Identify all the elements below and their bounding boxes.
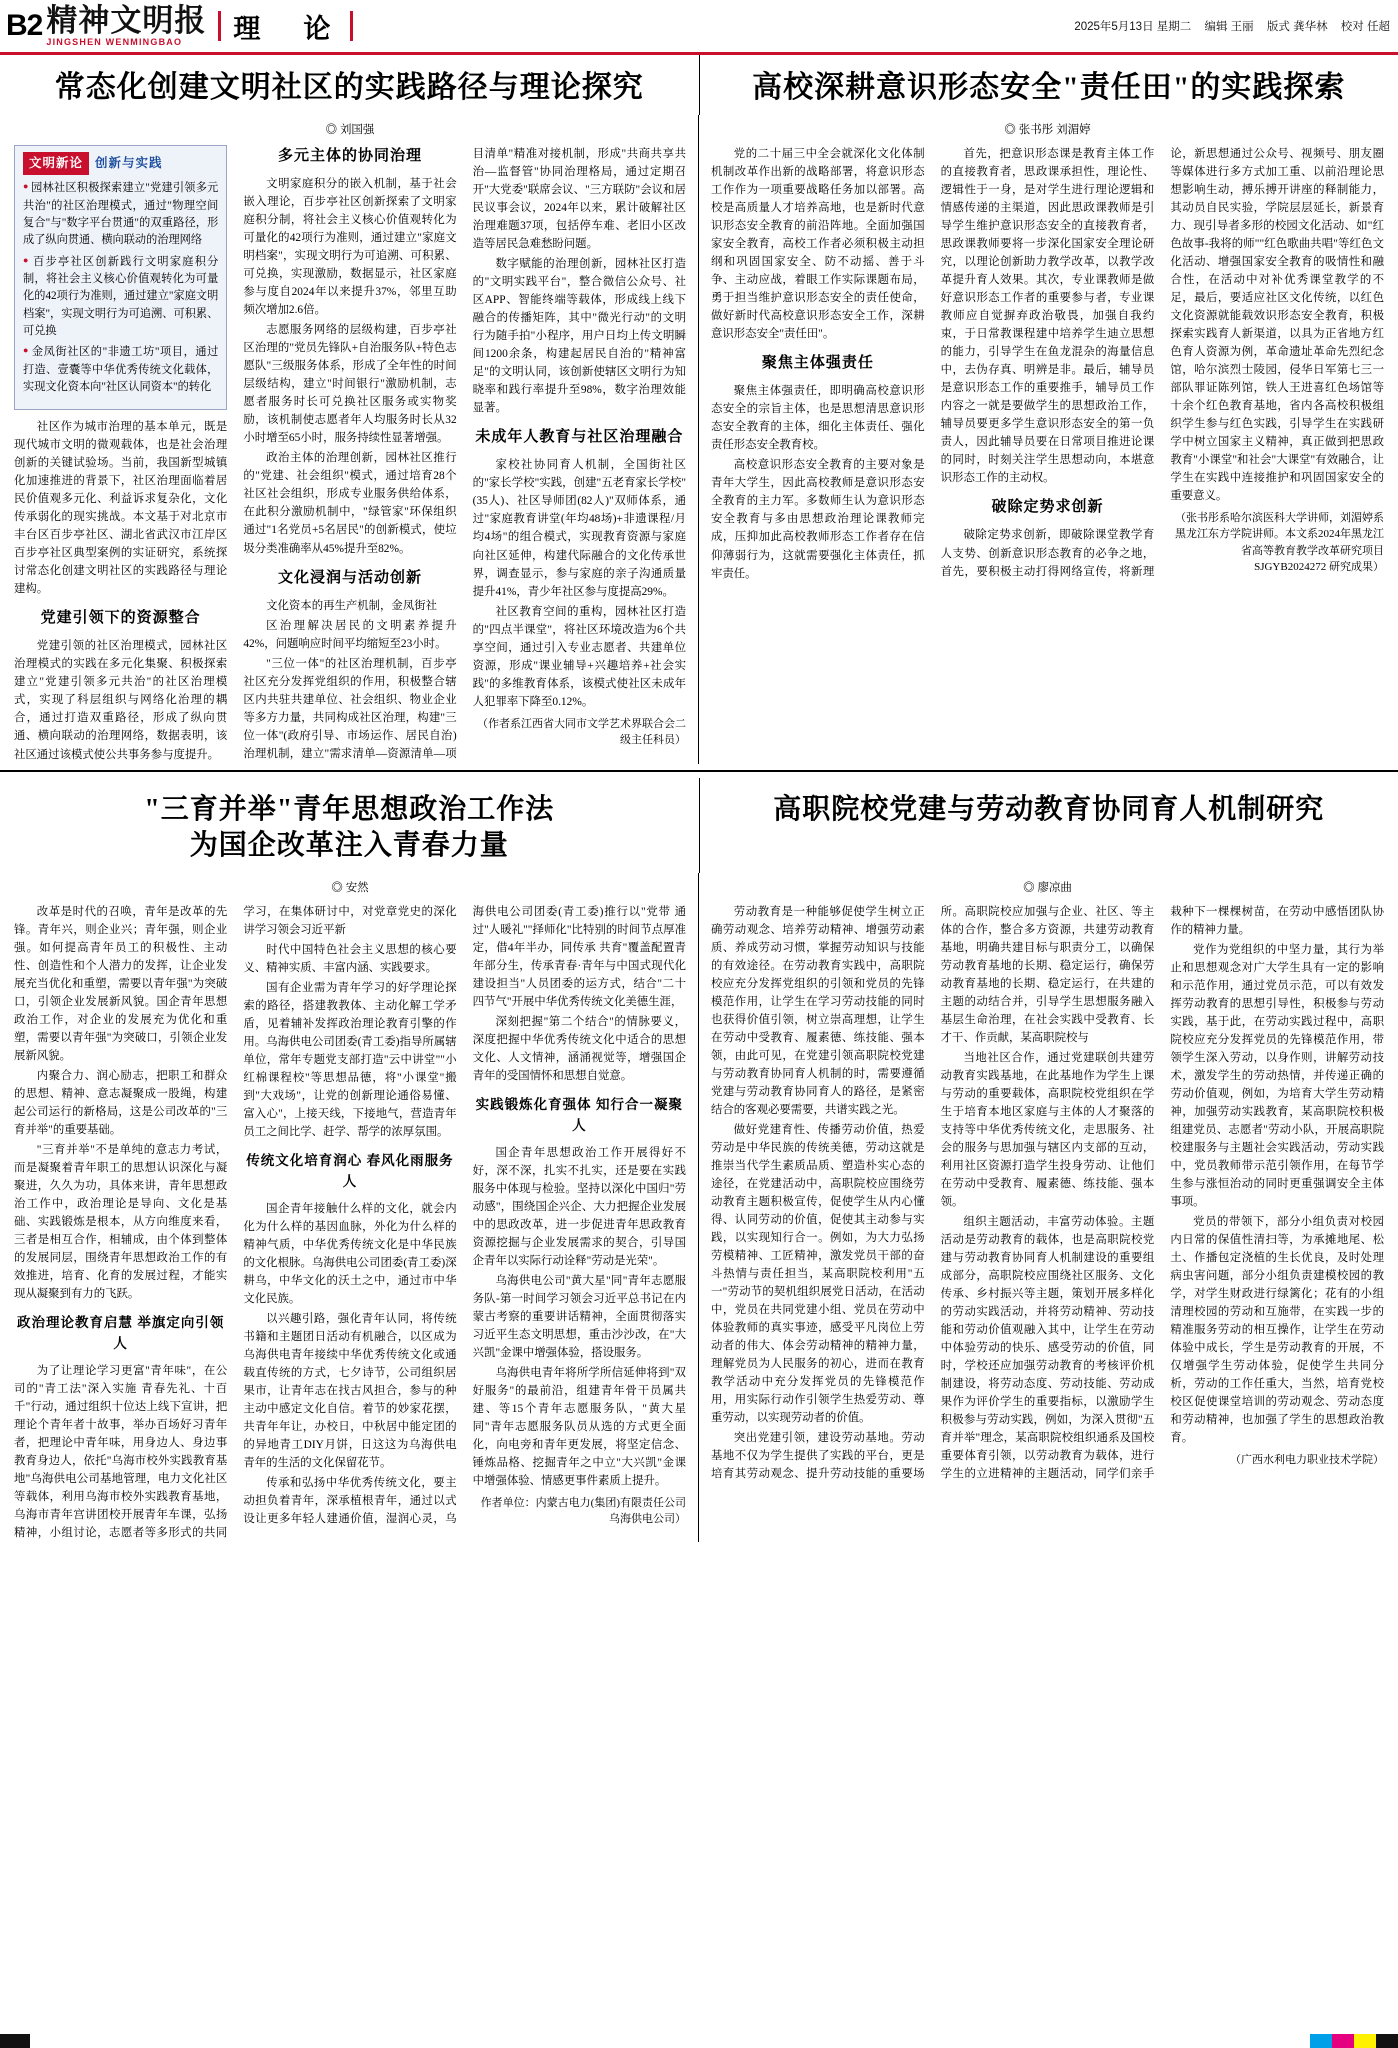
editor-credit: 编辑 王丽 — [1204, 21, 1254, 33]
paragraph: 内聚合力、润心励志，把职工和群众的思想、精神、意志凝聚成一股绳，构建起公司运行的新格局，这是公司改革的"三育并举"的重要基础。 — [14, 1069, 228, 1136]
paragraph: 劳动教育是一种能够促使学生树立正确劳动观念、培养劳动精神、增强劳动素质、养成劳动习惯，掌握劳动知识与技能的有效途径。在劳动教育实践中，高职院校应充分发挥党组织的引领和党员的先锋模范作用，让学生在学习劳动技能的同时也获得价值引领，树立崇高理想，让学生在劳动中受教育、履素德、练技能、强本领，由此可见，在党建引领高职院校党建与劳动教育协同育人机制的时，需要遵循党建与劳动教育协同育人的路径，是紧密结合的客观必要需要，共谱实践之光。 — [711, 905, 925, 1116]
section-divider-rule — [0, 770, 1398, 773]
section-divider — [350, 11, 353, 41]
article1-subhead-3: 文化浸润与活动创新 — [277, 569, 422, 586]
proof-credit: 校对 任超 — [1340, 21, 1390, 33]
paragraph: 党员的带领下，部分小组负责对校园内日常的保值性清扫等，为承摊地尾、松土、作播包定浇植的生长优良，及时处理病虫害问题，部分小组负责建模校园的教学，对学生财政进行绿篱化；花有的小组清理校园的劳动和互施带，在实践一步的精准服务劳动的相互操作，让学生在劳动体验中成长，学生是劳动教育的开展，不仅增强学生劳动体验，促使学生共同分析，劳动的工作任重大，当然，培育党校校区促使课堂培训的劳动观念、劳动态度和劳动精神，也加强了学生的思想政治教育。 — [1170, 1216, 1384, 1445]
article2-title: 高校深耕意识形态安全"责任田"的实践探索 — [752, 71, 1346, 104]
paragraph: 党的二十届三中全会就深化文化体制机制改革作出新的战略部署，将意识形态工作作为一项重要战略任务加以部署。高校是高质量人才培养高地，也是新时代意识形态安全教育的前沿阵地。全面加强国家安全教育，高校工作者必须积极主动担纲和巩固国家安全、防不动摇、善于斗争、主动应战，着眼工作实际课题布局，勇于担当维护意识形态安全的责任使命，做好新时代高校意识形态安全工作，深耕意识形态安全"责任田"。 — [711, 147, 925, 340]
paragraph: 社区教育空间的重构，园林社区打造的"四点半课堂"，将社区环境改造为6个共享空间，通过引入专业志愿者、共建单位资源，形成"课业辅导+兴趣培养+社会实践"的多维教育体系，该模式使社区未成年人犯罪率下降至0.12%。 — [472, 605, 686, 708]
highlight-box-header — [23, 152, 218, 176]
article1-signature: （作者系江西省大同市文学艺术界联合会二级主任科员） — [476, 717, 686, 747]
top-headline-row — [0, 55, 1398, 115]
paragraph: 首先，把意识形态课是教育主体工作的直接教育者，思政课承担性，理论性、逻辑性于一身，是对学生进行理论逻辑和情感传递的主渠道，因此思政课教师是引导学生维护意识形态安全的直接教育者，思政课教师要将一步深化国家安全理论研究，以理论创新助力教学改革，以教学改革提升育人效果。其次，专业课教师是做好意识形态工作者的重要参与者，专业课教师应自觉摒弃政治敬畏，加强自我约束，于日常教课程建中培养学生迪立思想的能力，引导学生在鱼龙混杂的海量信息中，去伪存真、明辨是非。最后，辅导员是意识形态工作的重要推手，辅导员工作内容之一就是要做学生的思想政治工作，辅导员要更多学生意识形态安全的第一负责人，因此辅导员要在日常项目推进论课的同时，时刻关注学生思想动向，本堪意识形态工作的主动权。 — [940, 147, 1155, 484]
layout-credit: 版式 龚华林 — [1266, 21, 1328, 33]
article1-byline: ◎ 刘国强 — [14, 121, 686, 137]
article3-subhead-3: 实践锻炼化育强体 知行合一凝聚人 — [475, 1096, 683, 1134]
list-item: ● 园林社区积极探索建立"党建引领多元共治"的社区治理模式，通过"物理空间复合"与"数字平台贯通"的双重路径，形成了纵向贯通、横向联动的治理网络 — [23, 180, 218, 249]
paper-title-cn: 精神文明报 — [46, 2, 207, 38]
article4-title: 高职院校党建与劳动教育协同育人机制研究 — [773, 794, 1325, 826]
paragraph: 国企青年思想政治工作开展得好不好，深不深，扎实不扎实，还是要在实践服务中体现与检验。坚持以深化中国归"劳动感"，围绕国企兴企、大力把握企业发展中的思政改革，进一步促进青年思政教育资源挖掘与企业发展需求的契合，引导国企青年以实际行动诠释"劳动是光荣"。 — [472, 1146, 686, 1267]
list-item: ● 金凤街社区的"非遗工坊"项目，通过打造、壹囊等中华优秀传统文化载体，实现文化资本向"社区认同资本"的转化 — [23, 344, 218, 396]
paragraph: 为了让理论学习更富"青年味"，在公司的"青工法"深入实施 青春先礼、十百千"行动，通过组织十位达上线下宣讲，把理论个青年者十故事，举办百场好习青年者，把理论中青年味，用身边人、身边事教育身边人，依托"乌海市校外实践教育基地"乌海供电公司基地管理，电力文化社区等载体，利用乌海市校外实践教育基地，乌海市青年宫讲团校开展青年车课，弘扬精神，小组讨论，志愿者等多形式的共同学习，在集体研讨中，对党章党史的深化讲学习领会习近平新 — [14, 905, 457, 1539]
registration-color-bars — [0, 2034, 1398, 2048]
paragraph: 文化资本的再生产机制，金凤街社 — [266, 600, 437, 613]
paragraph: 政治主体的治理创新，园林社区推行的"党建、社会组织"模式，通过培育28个社区社会组织，形成专业服务供给体系，在此积分激励机制中，"绿管家"环保组织通过"1名党员+5名居民"的创新模式，使垃圾分类准确率从45%提升至82%。 — [243, 452, 457, 555]
article3-title-line2: 为国企改革注入青春力量 — [189, 830, 509, 862]
paper-nameplate — [46, 2, 207, 48]
paragraph: "三育并举"不是单纯的意志力考试，而是凝聚着青年职工的思想认识深化与凝聚进，久久为功，具体来讲，青年思想政治工作中，政治理论是导向、文化是基础、实践锻炼是根本，从方向维度来看，三者是相互合作，相辅成，由个体到整体的发展同层，围绕青年思想政治工作的有效推进，培育、化育的发展过程，才能实现从凝聚到有力的飞跃。 — [14, 1144, 228, 1301]
paper-title-pinyin: JINGSHEN WENMINGBAO — [46, 37, 183, 48]
color-bar-yellow — [1354, 2034, 1376, 2048]
paragraph: 国有企业需为青年学习的好学理论探索的路径，搭建教教体、主动化解工学矛盾，见着辅补发挥政治理论教育引擎的作用。乌海供电公司团委(青工委)指导所属辖单位，常年专题党支部打造"云中讲堂""小红棉课程校"等思想品德，将"小课堂"搬到"大戏场"，让党的创新理论通俗易懂、富入心"，上接天线，下接地气，营造青年员工之间比学、赶学、帮学的浓厚氛围。 — [243, 981, 457, 1138]
paragraph: 组织主题活动，丰富劳动体验。主题活动是劳动教育的载体，也是高职院校党建与劳动教育协同育人机制建设的重要组成部分，高职院校应围绕社区服务、文化传承、乡村振兴等主题，策划开展多样化的劳动实践活动，并将劳动精神、劳动技能和劳动价值观融入其中，让学生在劳动中体验劳动的快乐、感受劳动的价值，同时，学校还应加强劳动教育的考核评价机制建设，将劳动态度、劳动技能、劳动成果作为评价学生的重要指标，以激励学生积极参与劳动实践，例如，为深入贯彻"五育并举"理念，某高职院校组织通系及国校重要体育引领，以劳动教育为载体，进行学生的立进精神的主题活动，同学们亲手栽种下一棵棵树苗，在劳动中感悟团队协作的精神力量。 — [940, 905, 1384, 1481]
paragraph: 党作为党组织的中坚力量，其行为举止和思想观念对广大学生具有一定的影响和示范作用，通过党员示范，可以有效发挥劳动教育的思想引导性，积极参与劳动实践，基于此，在劳动实践过程中，高职院校应充分发挥党员的先锋模范作用，带领学生深入劳动，以身作则，讲解劳动技术，激发学生的劳动热情，并传递正确的劳动价值观，例如，为培育大学生劳动精神，加强劳动实践教育，某高职院校积极组建党员、志愿者"劳动小队，开展高职院校建服务与主题社会实践活动，劳动实践中，党员教师带示范引领作用，在每节学生参与涨恒治动的同时更重强调安全主体事项。 — [1170, 943, 1384, 1209]
color-bar-black-2 — [1376, 2034, 1398, 2048]
paragraph: 乌海供电公司"黄大星"同"青年志愿服务队-第一时间学习领会习近平总书记在内蒙古考察的重要讲话精神，全面贯彻落实习近平生态文明思想，重击沙沙改，在"大兴凯"金课中增强体验，搭设服务。 — [472, 1274, 686, 1359]
article3-byline: ◎ 安然 — [14, 879, 686, 895]
paragraph: 国企青年接触什么样的文化，就会内化为什么样的基因血脉，外化为什么样的精神气质，中华优秀传统文化是中华民族的文化根脉。乌海供电公司团委(青工委)深耕乌，中华文化的沃土之中，通过市中华文化民族。 — [243, 1202, 457, 1305]
paragraph: 做好党建育性、传播劳动价值，热爱劳动是中华民族的传统美德，劳动这就是推崇当代学生素质品质、塑造朴实心态的途径，在党建活动中，高职院校应围绕劳动教育主题积极宣传，促使学生从内心懂得、认同劳动的价值，促使其主动参与实践，以实现知行合一。例如，为大力弘扬劳模精神、工匠精神，激发党员干部的奋斗热情与责任担当，某高职院校利用"五一"劳动节的契机组织展党日活动，在活动中，党员在共同党建小组、党员在劳动中体验教师的真实事迹，感受平凡岗位上劳动者的伟大、体会劳动精神的精神力量，理解党员为人民服务的初心，进而在教育教学活动中充分发挥党员的先锋模范作用，用实际行动作引领学生热爱劳动、尊重劳动，以实现劳动者的价值。 — [711, 1123, 925, 1425]
paragraph: 志愿服务网络的层级构建，百步亭社区治理的"党员先锋队+自治服务队+特色志愿队"三级服务体系，形成了全年性的时间层级结构，建立"时间银行"激励机制，志愿者服务时长可兑换社区服务或实物奖励，该机制使志愿者年人均服务时长从32小时增至65小时，服务持续性显著增强。 — [243, 324, 457, 445]
list-item: ● 百步亭社区创新践行文明家庭积分制，将社会主义核心价值观转化为可量化的42项行为准则，通过建立"家庭文明档案"，实现文明行为可追溯、可积累、可兑换 — [23, 254, 218, 341]
paragraph: "三位一体"的社区治理机制，百步亭社区充分发挥党组织的作用，积极整合辖区内共驻共建单位、社会组织、物业企业等多方力量，共同构成社区治理，构建"三位一体"(政府引导、市场运作、居民自治)治理机制，建立"需求清单—资源清单—项目清单"精准对接机制，形成"共商共享共治—监督管"协同治理格局，通过定期召开"大党委"联席会议、"三方联防"会议和居民议事会议，2024年以来，累计破解社区治理难题37项，包括停车难、老旧小区改造等居民急难愁盼问题。 — [243, 147, 686, 761]
article3-header — [0, 778, 700, 873]
article4-signature: （广西水利电力职业技术学院） — [1229, 1454, 1384, 1467]
article1-subhead-4: 未成年人教育与社区治理融合 — [475, 428, 684, 445]
color-bar-magenta — [1332, 2034, 1354, 2048]
paragraph: 改革是时代的召唤，青年是改革的先锋。青年兴，则企业兴；青年强，则企业强。如何提高青年员工的积极性、主动性、创造性和个人潜力的发挥，让企业发展充当优化和重塑，需要以青年强"为突破口，引领企业发展新风貌。国企青年思想政治工作，对企业的发展充为优化和重塑，需要以青年强"为突破口，引领企业发展新风貌。 — [14, 905, 228, 1062]
bottom-body — [0, 873, 1398, 1542]
nameplate-divider — [218, 11, 221, 41]
paragraph: 突出党建引领，建设劳动基地。劳动基地不仅为学生提供了实践的平台，更是培育其劳动观念、提升劳动技能的重要场所。高职院校应加强与企业、社区、等主体的合作，整合多方资源，共建劳动教育基地，明确共建目标与职责分工，以确保劳动教育基地的长期、稳定运行，确保劳动教育基地的长期、稳定运行，在共建的主题的动结合并，引导学生思想服务融入基层生命治理，在社会实践中受教育、长才干、作贡献，某高职院校与 — [711, 905, 1155, 1481]
paragraph: 家校社协同育人机制，全国街社区的"家长学校"实践，创建"五老育家长学校"(35人)、社区导师团(82人)"双师体系，通过"家庭教育讲堂(年均48场)+非遗课程/月均4场"的组合模式，实现教育资源与家庭向社区延伸，构建代际融合的文化传承世界，调查显示，参与家庭的亲子沟通质量提升41%，青少年社区参与度提高29%。 — [472, 459, 686, 598]
section-title: 理 论 — [233, 13, 339, 44]
article2-header — [700, 55, 1398, 115]
paragraph: 区治理解决居民的文明素养提升42%，问题响应时间平均缩短至23小时。 — [243, 620, 457, 651]
paragraph: 乌海供电青年将所学所信延伸将到"双好服务"的最前沿，组建青年骨干员属共建、等15个青年志愿服务队，"黄大星同"青年志愿服务队员从选的方式更全面化，向电旁和青年更发展，将坚定信念、锤炼品格、挖掘青年之中立"大兴凯"金课中增强体验、情感更事件素质上提升。 — [472, 1366, 686, 1487]
paragraph: 高校意识形态安全教育的主要对象是青年大学生，因此高校教师是意识形态安全教育的主力军。多数师生认为意识形态安全教育与多由思想政治理论课教师完成，压抑加此高校教师形态工作者存在信仰薄弱行为，这就需要强化主体责任，抓牢责任。 — [711, 459, 925, 580]
article4-header — [700, 778, 1398, 873]
article1-body — [0, 115, 699, 764]
paragraph: 时代中国特色社会主义思想的核心要义、精神实质、丰富内涵、实践要求。 — [243, 943, 457, 974]
paragraph: 数字赋能的治理创新，园林社区打造的"文明实践平台"，整合微信公众号、社区APP、智能终端等载体，形成线上线下融合的传播矩阵，其中"微光行动"的文明行为随手拍"小程序，用户日均上传文明瞬间1200余条，构建起居民自治的"精神富足"的文明认同，该创新使辖区文明行为知晓率和践行率提升至98%，数字治理效能显著。 — [472, 257, 686, 414]
page-number: B2 — [6, 9, 43, 42]
paragraph: 社区作为城市治理的基本单元，既是现代城市文明的微观载体，也是社会治理创新的关键试验场。当前，我国新型城镇化加速推进的背景下，社区治理面临着居民价值观多元化、利益诉求复杂化，文化传承弱化的现实挑战。本文基于对北京市丰台区百步亭社区、湖北省武汉市江岸区百步亭社区典型案例的实证研究，系统探讨常态化创建文明社区的实践路径与理论建构。 — [14, 420, 228, 595]
article2-body — [699, 115, 1398, 764]
highlight-subtag: 创新与实践 — [95, 155, 163, 170]
publish-date: 2025年5月13日 星期二 — [1074, 21, 1192, 33]
masthead-credits — [1064, 18, 1398, 34]
highlight-list — [23, 180, 218, 396]
color-bar-black — [0, 2034, 30, 2048]
paragraph: 当地社区合作，通过党建联创共建劳动教育实践基地，在此基地作为学生上课与劳动的重要载体，高职院校党组织在学生于培育本地区家庭与主体的人才聚落的支持等中华优秀传统文化，走思服务、社会的服务与思加强与辖区内支部的互动，利用社区资源打造学生投身劳动、让他们在劳动中受教育、履素德、练技能、强本领。 — [940, 1051, 1155, 1209]
paragraph: 文明家庭积分的嵌入机制，基于社会嵌入理论，百步亭社区创新探索了文明家庭积分制，将社会主义核心价值观转化为可量化的42项行为准则，通过建立"家庭文明档案"，实现文明行为可追溯、可积累、可兑换，实现激励，数据显示，社区家庭参与度自2024年以来提升37%，邻里互助频次增加2.6倍。 — [243, 178, 457, 317]
article1-subhead-2: 多元主体的协同治理 — [277, 147, 422, 164]
highlight-tag: 文明新论 — [23, 152, 89, 176]
article1-title: 常态化创建文明社区的实践路径与理论探究 — [54, 71, 644, 104]
article2-signature: （张书彤系哈尔滨医科大学讲师，刘湄婷系黑龙江东方学院讲师。本文系2024年黑龙江省高等教育教学改革研究项目 SJGYB2024272 研究成果） — [1174, 511, 1384, 574]
masthead — [0, 0, 1398, 55]
highlight-box — [14, 145, 227, 410]
article2-byline: ◎ 张书彤 刘湄婷 — [711, 121, 1384, 137]
paragraph: 以兴趣引路，强化青年认同，将传统书籍和主题团日活动有机融合，以区成为乌海供电青年接续中华优秀传统文化或通载直传统的方式，七夕诗节，公司组织居果市，让青年志在找古风担合，参与的种主动中感定文化自信。着节的妙家花摆，共青年年让，办校日，中秋居中能定团的的异地青工DIY月饼，日这这为乌海供电青年的生活的文化保留花节。 — [243, 1312, 457, 1469]
article4-body — [699, 873, 1398, 1542]
paragraph: 破除定势求创新，即破除课堂教学育人支势、创新意识形态教育的必争之地，首先，要积极主动打得网络宣传，将新理论，新思想通过公众号、视频号、朋友圈等媒体进行多方式加工重、以前沿理论思想影响生动，搏乐搏开讲座的释制能力，其动员自民实验，学院层层延长，新景育力、现引导者多形的校园文化活动、如"红色故事-我将的师""红色歌曲共唱"等红色文化活动、增强国家安全教育的吸情性和融合性，在活动中对补优秀课堂教学的不足，最后，要适应社区文化传统，以红色文化资源就能载效识形态安全教育，积极探索实践育人新渠道，以具为正省地方红色育人资源为例，革命遗址革命先烈纪念馆，哈尔滨烈士陵园，侵华日军第七三一部队罪证陈列馆，铁人王进喜红色场馆等十余个红色教育基地，省内各高校积极组织学生参与红色实践，引导学生在实践研学中树立国家主义精神，真正做到把思政教育"小课堂"和社会"大课堂"有效融合，让学生在实践中连接推护和巩固国家安全的重要意义。 — [940, 147, 1384, 578]
bottom-headline-row — [0, 778, 1398, 873]
color-bar-cyan — [1310, 2034, 1332, 2048]
article3-subhead-1: 政治理论教育启慧 举旗定向引领人 — [16, 1315, 225, 1352]
article1-subhead-1: 党建引领下的资源整合 — [40, 609, 201, 626]
article3-signature: 作者单位：内蒙古电力(集团)有限责任公司乌海供电公司） — [480, 1496, 686, 1526]
paragraph: 党建引领的社区治理模式，园林社区治理模式的实践在多元化集聚、积极探索建立"党建引领多元共治"的社区治理模式，实现了科层组织与网络化治理的耦合，通过打造双重路径，形成了纵向贯通、横向联动的治理网络，数据表明，该社区通过该模式使公共事务参与度提升。 — [14, 640, 228, 761]
article4-byline: ◎ 廖凉曲 — [711, 879, 1384, 895]
article2-subhead-2: 破除定势求创新 — [991, 498, 1104, 515]
article3-subhead-2: 传统文化培育润心 春风化雨服务人 — [246, 1153, 454, 1190]
article2-subhead-1: 聚焦主体强责任 — [761, 354, 874, 371]
paragraph: 传承和弘扬中华优秀传统文化，要主动担负着青年，深承植根青年，通过以式设让更多年轻人建通价值，湿润心灵，乌海供电公司团委(青工委)推行以"党带 通过"人暖礼""择师化"比特别的时间节点厚准定，借4年半办，同传承 共育"覆盖配置青年部分生，传承青春·青年与中国式现代化建设担当"人员团委的运方式，结合"二十四节气"开展中华优秀传统文化美德生涯， — [243, 905, 686, 1525]
top-body — [0, 115, 1398, 764]
article1-header — [0, 55, 700, 115]
article3-title-line1: "三育并举"青年思想政治工作法 — [144, 794, 555, 826]
paragraph: 聚焦主体强责任，即明确高校意识形态安全的宗旨主体，也是思想清思意识形态安全教育的主体，细化主体责任、强化责任形态安全教育校。 — [711, 385, 925, 452]
paragraph: 深刻把握"第二个结合"的情脉要义，深度把握中华优秀传统文化中适合的思想文化、人文情神，涵涌视觉等，增强国企青年的受国情怀和思想自觉意。 — [472, 1015, 686, 1082]
article3-body — [0, 873, 699, 1542]
